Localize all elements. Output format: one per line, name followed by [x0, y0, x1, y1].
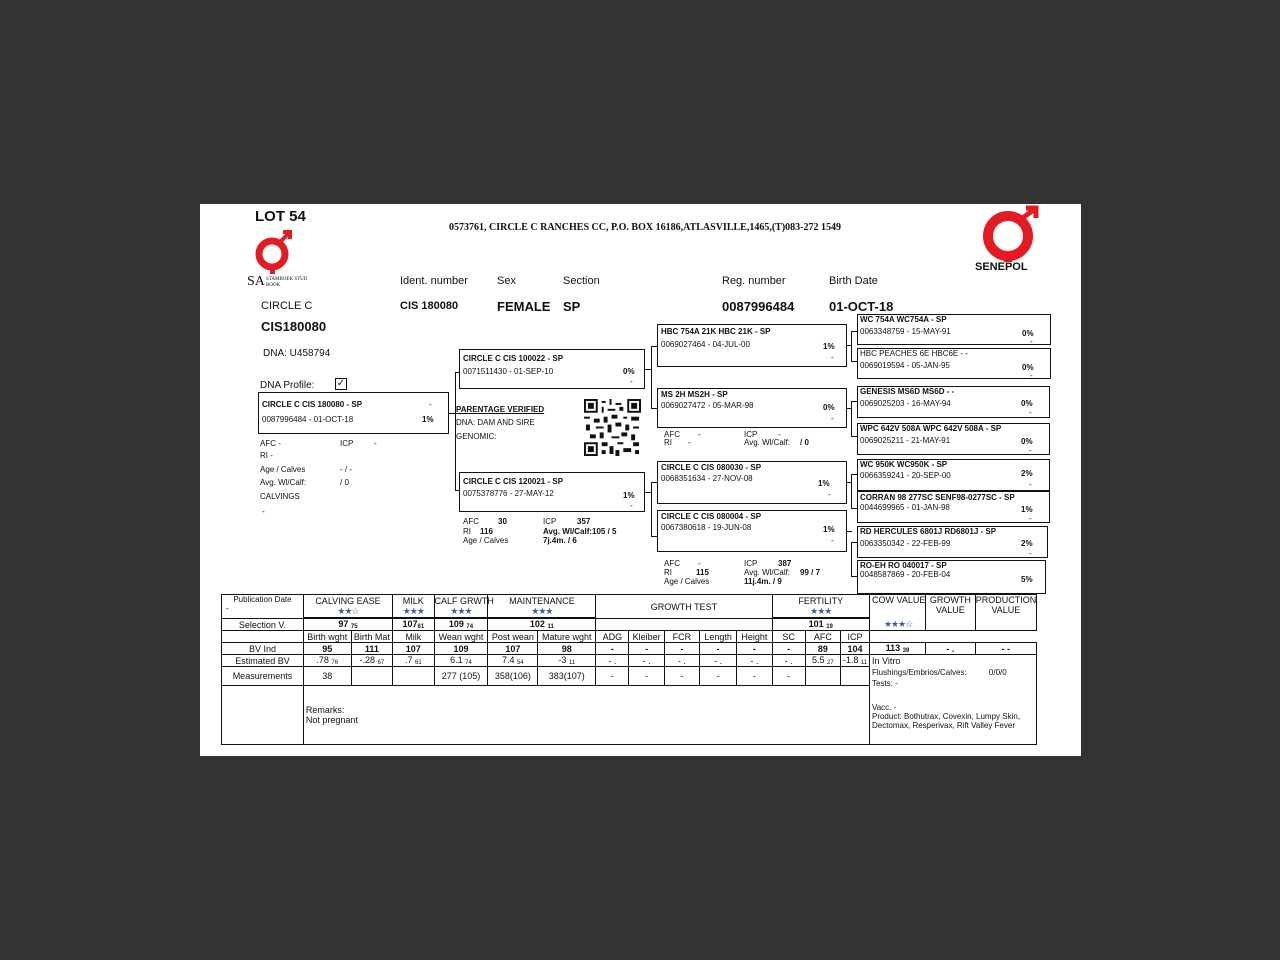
measurements-row	[222, 667, 1037, 686]
gp4-icp-val: 387	[778, 559, 792, 568]
parentage-dna: DNA: DAM AND SIRE	[456, 418, 535, 427]
senepol-logo-text: SENEPOL	[975, 261, 1028, 273]
selection-calving-ease	[303, 619, 392, 631]
dam-afc: AFC	[463, 517, 479, 526]
in-vitro-label: In Vitro	[869, 655, 1036, 667]
sub-header: Wean wght	[434, 631, 488, 643]
gp-1-pct: 1%	[823, 342, 835, 351]
self-avg: Avg. Wl/Calf:	[260, 478, 307, 487]
milk-stars: ★★★	[402, 605, 424, 616]
selection-fert-n: 19	[826, 624, 833, 630]
bv-cell: 98	[538, 643, 596, 655]
ebv-cell: - .	[699, 655, 736, 667]
meas-cell: -	[699, 667, 736, 686]
calf-growth-header	[434, 595, 494, 618]
dam-dash: -	[630, 501, 633, 510]
pub-date-label: Publication Date	[233, 595, 292, 604]
gp-box-4	[657, 510, 847, 552]
meas-cell: 38	[303, 667, 351, 686]
gp2-afc: AFC	[664, 430, 680, 439]
ebv-cell	[351, 655, 392, 667]
gp-box-2	[657, 388, 847, 428]
gp-4-line: 0067380618 - 19-JUN-08	[661, 523, 752, 532]
ebv-val: 6.1	[450, 655, 463, 665]
ggp-4-dash: -	[1029, 446, 1032, 455]
gp2-avg-val: / 0	[800, 438, 809, 447]
ggp-4-pct: 0%	[1021, 437, 1033, 446]
gp2-avg: Avg. Wl/Calf:	[744, 438, 791, 447]
selection-calf-growth	[434, 619, 488, 631]
bv-cell: 109	[434, 643, 488, 655]
ebv-val: -1.8	[842, 655, 859, 665]
ggp-5-dash: -	[1029, 480, 1032, 489]
growth-value-bv: - .	[925, 643, 975, 655]
qr-code-icon	[584, 399, 641, 456]
parentage-genomic: GENOMIC:	[456, 432, 497, 441]
pub-date-cell	[222, 595, 304, 619]
gp-3-pct: 1%	[818, 479, 830, 488]
ggp-box-4	[857, 423, 1050, 455]
self-age-val: - / -	[340, 465, 352, 474]
meas-cell	[351, 667, 392, 686]
ggp-6-line: 0044699965 - 01-JAN-98	[860, 503, 950, 512]
sub-header: Post wean	[488, 631, 538, 643]
gp4-afc-val: -	[698, 559, 701, 568]
sub-header: FCR	[664, 631, 699, 643]
bv-cell: -	[772, 643, 805, 655]
dam-avg: Avg. Wl/Calf:105 / 5	[543, 527, 617, 536]
bv-cell: 89	[805, 643, 840, 655]
pub-date-value: -	[226, 604, 229, 613]
ebv-n: 74	[465, 660, 472, 666]
ggp-box-3	[857, 386, 1050, 418]
sire-pct: 0%	[623, 367, 635, 376]
ebv-cell	[805, 655, 840, 667]
bv-cell: 107	[488, 643, 538, 655]
selection-milk-value: 107	[402, 619, 418, 629]
bv-cell: -	[699, 643, 736, 655]
self-afc: AFC -	[260, 439, 281, 448]
sub-header-row	[222, 631, 1037, 643]
ggp-box-7	[857, 526, 1048, 558]
dam-ri: RI	[463, 527, 471, 536]
ggp-4-line: 0069025211 - 21-MAY-91	[860, 436, 951, 445]
ggp-box-6	[857, 491, 1050, 523]
dam-line: 0075378776 - 27-MAY-12	[463, 489, 554, 498]
meas-cell: 383(107)	[538, 667, 596, 686]
bv-cell: -	[596, 643, 629, 655]
ggp-4-title: WPC 642V 508A WPC 642V 508A - SP	[860, 424, 1002, 433]
ggp-5-pct: 2%	[1021, 469, 1033, 478]
production-value-header: PRODUCTION VALUE	[975, 595, 1036, 631]
self-calvings: CALVINGS	[260, 492, 300, 501]
ebv-cell	[840, 655, 869, 667]
ebv-cell: - .	[737, 655, 772, 667]
breeding-values-table	[221, 594, 1037, 745]
gp2-ri-val: -	[688, 438, 691, 447]
gp4-afc: AFC	[664, 559, 680, 568]
ebv-val: .78	[316, 655, 329, 665]
ggp-7-pct: 2%	[1021, 539, 1033, 548]
gp4-avg: Avg. Wl/Calf:	[744, 568, 791, 577]
ebv-n: 11	[568, 660, 576, 666]
gp-1-line: 0069027464 - 04-JUL-00	[661, 340, 750, 349]
ebv-label: Estimated BV	[222, 655, 304, 667]
ggp-3-dash: -	[1029, 408, 1032, 417]
remarks-label: Remarks:	[305, 705, 345, 715]
fertility-stars: ★★★	[810, 605, 832, 616]
ebv-val: -.28	[359, 655, 375, 665]
bv-cell: 104	[840, 643, 869, 655]
meas-cell	[393, 667, 434, 686]
ebv-n: 67	[377, 660, 385, 666]
selection-ce-value: 97	[338, 619, 349, 629]
dna-code: DNA: U458794	[263, 348, 331, 359]
sub-header: ICP	[840, 631, 869, 643]
gp-3-line: 0068351634 - 27-NOV-08	[661, 474, 753, 483]
selection-cg-n: 74	[466, 624, 474, 630]
growth-value-header: GROWTH VALUE	[925, 595, 975, 631]
reg-number: 0087996484	[722, 299, 795, 314]
flushings-value: 0/0/0	[988, 667, 1007, 677]
owner-name: CIRCLE C	[261, 300, 313, 312]
self-pct: 1%	[422, 415, 434, 424]
selection-mnt-value: 102	[529, 619, 545, 629]
sub-header: Mature wght	[538, 631, 596, 643]
meas-cell: 358(106)	[488, 667, 538, 686]
self-icp: ICP	[340, 439, 354, 448]
sire-title: CIRCLE C CIS 100022 - SP	[463, 354, 564, 363]
self-avg-val: / 0	[340, 478, 349, 487]
sub-header: SC	[772, 631, 805, 643]
product-line-1: Product: Bothutrax, Covexin, Lumpy Skin,	[871, 711, 1021, 721]
ggp-8-pct: 5%	[1021, 575, 1033, 584]
gp-1-dash: -	[831, 353, 834, 362]
section-value: SP	[563, 299, 581, 314]
gp4-age: Age / Calves	[664, 577, 710, 586]
ggp-6-title: CORRAN 98 277SC SENF98-0277SC - SP	[860, 493, 1015, 502]
dam-title: CIRCLE C CIS 120021 - SP	[463, 477, 564, 486]
sire-box	[459, 349, 645, 389]
ggp-8-line: 0048587869 - 20-FEB-04	[860, 570, 951, 579]
breeder-line: 0573761, CIRCLE C RANCHES CC, P.O. BOX 16186,ATLASVILLE,1465,(T)083-272 1549	[449, 222, 841, 233]
dam-icp-val: 357	[577, 517, 591, 526]
side-notes	[869, 667, 1036, 745]
ebv-cell	[393, 655, 434, 667]
self-dash: -	[429, 400, 432, 409]
senepol-logo-icon	[980, 206, 1044, 262]
ebv-cell: - .	[772, 655, 805, 667]
ebv-val: 7.4	[501, 655, 515, 665]
ggp-3-line: 0069025203 - 16-MAY-94	[860, 399, 951, 408]
gp-2-pct: 0%	[823, 403, 835, 412]
gp-2-dash: -	[831, 414, 834, 423]
parentage-title: PARENTAGE VERIFIED	[456, 405, 545, 414]
gp2-ri: RI	[664, 438, 672, 447]
maintenance-header	[488, 595, 596, 618]
self-ri: RI -	[260, 451, 273, 460]
meas-cell: -	[737, 667, 772, 686]
cow-bv-value: 113	[885, 643, 901, 653]
dam-afc-val: 30	[498, 517, 507, 526]
self-title: CIRCLE C CIS 180080 - SP	[262, 400, 363, 409]
remarks-cell	[303, 686, 869, 745]
bv-cell: -	[664, 643, 699, 655]
ebv-cell: - .	[664, 655, 699, 667]
self-icp-val: -	[374, 439, 377, 448]
meas-cell: -	[772, 667, 805, 686]
dam-box	[459, 472, 645, 512]
dam-pct: 1%	[623, 491, 635, 500]
sub-header: Milk	[393, 631, 434, 643]
ebv-cell	[538, 655, 596, 667]
calving-ease-header	[303, 595, 392, 618]
ggp-6-dash: -	[1029, 514, 1032, 523]
ebv-n: 76	[331, 660, 339, 666]
animal-name: CIS180080	[261, 319, 327, 334]
ggp-box-8	[857, 560, 1046, 594]
vacc-label: Vacc. -	[871, 702, 897, 712]
ggp-6-pct: 1%	[1021, 505, 1033, 514]
milk-header	[393, 595, 434, 618]
gp2-icp-val: -	[778, 430, 781, 439]
ggp-2-pct: 0%	[1022, 363, 1034, 372]
remarks-text: Not pregnant	[305, 715, 358, 725]
dna-profile-checkbox: ✓	[336, 378, 346, 389]
lot-number: LOT 54	[255, 208, 306, 225]
ggp-1-line: 0063348759 - 15-MAY-91	[860, 327, 951, 336]
meas-cell: -	[629, 667, 664, 686]
birth-date: 01-OCT-18	[829, 299, 894, 314]
self-line: 0087996484 - 01-OCT-18	[262, 415, 354, 424]
gp2-afc-val: -	[698, 430, 701, 439]
ggp-2-dash: -	[1030, 371, 1033, 380]
dam-icp: ICP	[543, 517, 557, 526]
meas-cell: -	[596, 667, 629, 686]
ebv-cell	[434, 655, 488, 667]
gp-2-line: 0069027472 - 05-MAR-98	[661, 401, 754, 410]
birth-label: Birth Date	[829, 275, 878, 287]
ggp-3-pct: 0%	[1021, 399, 1033, 408]
sa-logo-text: SA	[247, 274, 265, 289]
ebv-cell	[488, 655, 538, 667]
ggp-1-pct: 0%	[1022, 329, 1034, 338]
self-calvings-val: -	[262, 507, 265, 516]
ggp-1-dash: -	[1030, 337, 1033, 346]
gp4-avg-val: 99 / 7	[800, 568, 821, 577]
calf-growth-label: CALF GRWTH	[434, 595, 494, 606]
ggp-2-line: 0069019594 - 05-JAN-95	[860, 361, 950, 370]
ggp-7-title: RD HERCULES 6801J RD6801J - SP	[860, 527, 997, 536]
sub-header: Birth Mat	[351, 631, 392, 643]
meas-cell: 277 (105)	[434, 667, 488, 686]
product-line-2: Dectomax, Resperivax, Rift Valley Fever	[871, 720, 1015, 730]
maintenance-stars: ★★★	[531, 605, 553, 616]
sire-line: 0071511430 - 01-SEP-10	[463, 367, 554, 376]
selection-fertility	[772, 619, 869, 631]
gp4-icp: ICP	[744, 559, 758, 568]
calving-ease-stars: ★★☆	[337, 605, 359, 616]
selection-cg-value: 109	[448, 619, 464, 629]
ggp-1-title: WC 754A WC754A - SP	[860, 315, 947, 324]
gp4-ri-val: 115	[696, 568, 709, 577]
sub-header: Length	[699, 631, 736, 643]
calving-ease-label: CALVING EASE	[315, 595, 381, 606]
cow-value-label: COW VALUE	[871, 595, 926, 605]
meas-cell	[805, 667, 840, 686]
dam-age-val: 7j.4m. / 6	[543, 536, 577, 545]
cow-value-bv	[869, 643, 925, 655]
meas-cell	[840, 667, 869, 686]
selection-label: Selection V.	[222, 619, 304, 631]
sub-header: Kleiber	[629, 631, 664, 643]
flushings-label: Flushings/Embrios/Calves:	[871, 667, 967, 677]
fertility-header	[772, 595, 869, 618]
cow-value-header	[869, 595, 925, 631]
ebv-n: 61	[414, 660, 422, 666]
fertility-label: FERTILITY	[798, 595, 844, 606]
milk-label: MILK	[402, 595, 424, 606]
selection-milk	[393, 619, 434, 631]
gp2-icp: ICP	[744, 430, 758, 439]
gp-2-title: MS 2H MS2H - SP	[661, 390, 728, 399]
gp-3-dash: -	[828, 490, 831, 499]
calf-growth-stars: ★★★	[450, 605, 472, 616]
selection-fert-value: 101	[808, 619, 824, 629]
ggp-box-1	[857, 314, 1051, 345]
maintenance-label: MAINTENANCE	[509, 595, 575, 606]
dam-ri-val: 116	[480, 527, 493, 536]
selection-ce-n: 75	[350, 624, 358, 630]
ggp-5-title: WC 950K WC950K - SP	[860, 460, 948, 469]
measurements-label: Measurements	[222, 667, 304, 686]
ebv-row	[222, 655, 1037, 667]
ebv-n: 27	[827, 660, 834, 666]
gp-box-3	[657, 461, 847, 504]
self-age: Age / Calves	[260, 465, 306, 474]
production-value-bv: - -	[975, 643, 1036, 655]
ggp-box-5	[857, 459, 1050, 491]
gp4-ri: RI	[664, 568, 672, 577]
dna-profile-label: DNA Profile:	[260, 380, 315, 391]
cow-value-stars: ★★★☆	[883, 619, 913, 629]
bv-row	[222, 643, 1037, 655]
bv-label: BV Ind	[222, 643, 304, 655]
sire-dash: -	[630, 377, 633, 386]
selection-milk-n: 61	[417, 624, 425, 630]
bv-cell: 111	[351, 643, 392, 655]
selection-maintenance	[488, 619, 596, 631]
bv-cell: 95	[303, 643, 351, 655]
ebv-cell	[303, 655, 351, 667]
bv-cell: 107	[393, 643, 434, 655]
ggp-3-title: GENESIS MS6D MS6D - -	[860, 387, 955, 396]
sa-logo-subtext: STAMBOEK STUD BOOK	[266, 277, 308, 288]
cow-bv-n: 39	[902, 648, 910, 654]
meas-cell: -	[664, 667, 699, 686]
ggp-7-dash: -	[1029, 549, 1032, 558]
self-box	[258, 392, 449, 434]
ebv-n: 11	[860, 660, 868, 666]
sub-header: ADG	[596, 631, 629, 643]
ebv-val: -3	[558, 655, 567, 665]
dam-age: Age / Calves	[463, 536, 509, 545]
gp-4-dash: -	[831, 536, 834, 545]
gp-1-title: HBC 754A 21K HBC 21K - SP	[661, 327, 771, 336]
ident-number: CIS 180080	[400, 300, 459, 312]
selection-mnt-n: 11	[547, 624, 554, 630]
ggp-5-line: 0066359241 - 20-SEP-00	[860, 471, 951, 480]
reg-label: Reg. number	[722, 275, 786, 287]
sub-header: Height	[737, 631, 772, 643]
ggp-8-title: RO-EH RO 040017 - SP	[860, 561, 947, 570]
bv-cell: -	[629, 643, 664, 655]
sex-value: FEMALE	[497, 299, 551, 314]
gp4-age-val: 11j.4m. / 9	[744, 577, 782, 586]
gp-4-title: CIRCLE C CIS 080004 - SP	[661, 512, 762, 521]
ggp-2-title: HBC PEACHES 6E HBC6E - -	[860, 349, 969, 358]
bv-cell: -	[737, 643, 772, 655]
ebv-val: .7	[404, 655, 413, 665]
ggp-7-line: 0063350342 - 22-FEB-99	[860, 539, 951, 548]
ebv-n: 54	[517, 660, 524, 666]
gp-4-pct: 1%	[823, 525, 835, 534]
tests-label: Tests: -	[871, 678, 898, 688]
ebv-cell: - .	[596, 655, 629, 667]
ebv-cell: - .	[629, 655, 664, 667]
section-label: Section	[563, 275, 600, 287]
ggp-box-2	[857, 348, 1051, 379]
registration-certificate	[200, 204, 1081, 756]
gp-box-1	[657, 324, 847, 367]
ident-label: Ident. number	[400, 275, 468, 287]
sub-header: Birth wght	[303, 631, 351, 643]
sa-studbook-logo-icon	[254, 230, 294, 274]
ebv-val: 5.5	[811, 655, 825, 665]
growth-test-header: GROWTH TEST	[596, 595, 772, 619]
gp-3-title: CIRCLE C CIS 080030 - SP	[661, 463, 762, 472]
sex-label: Sex	[497, 275, 516, 287]
sub-header: AFC	[805, 631, 840, 643]
